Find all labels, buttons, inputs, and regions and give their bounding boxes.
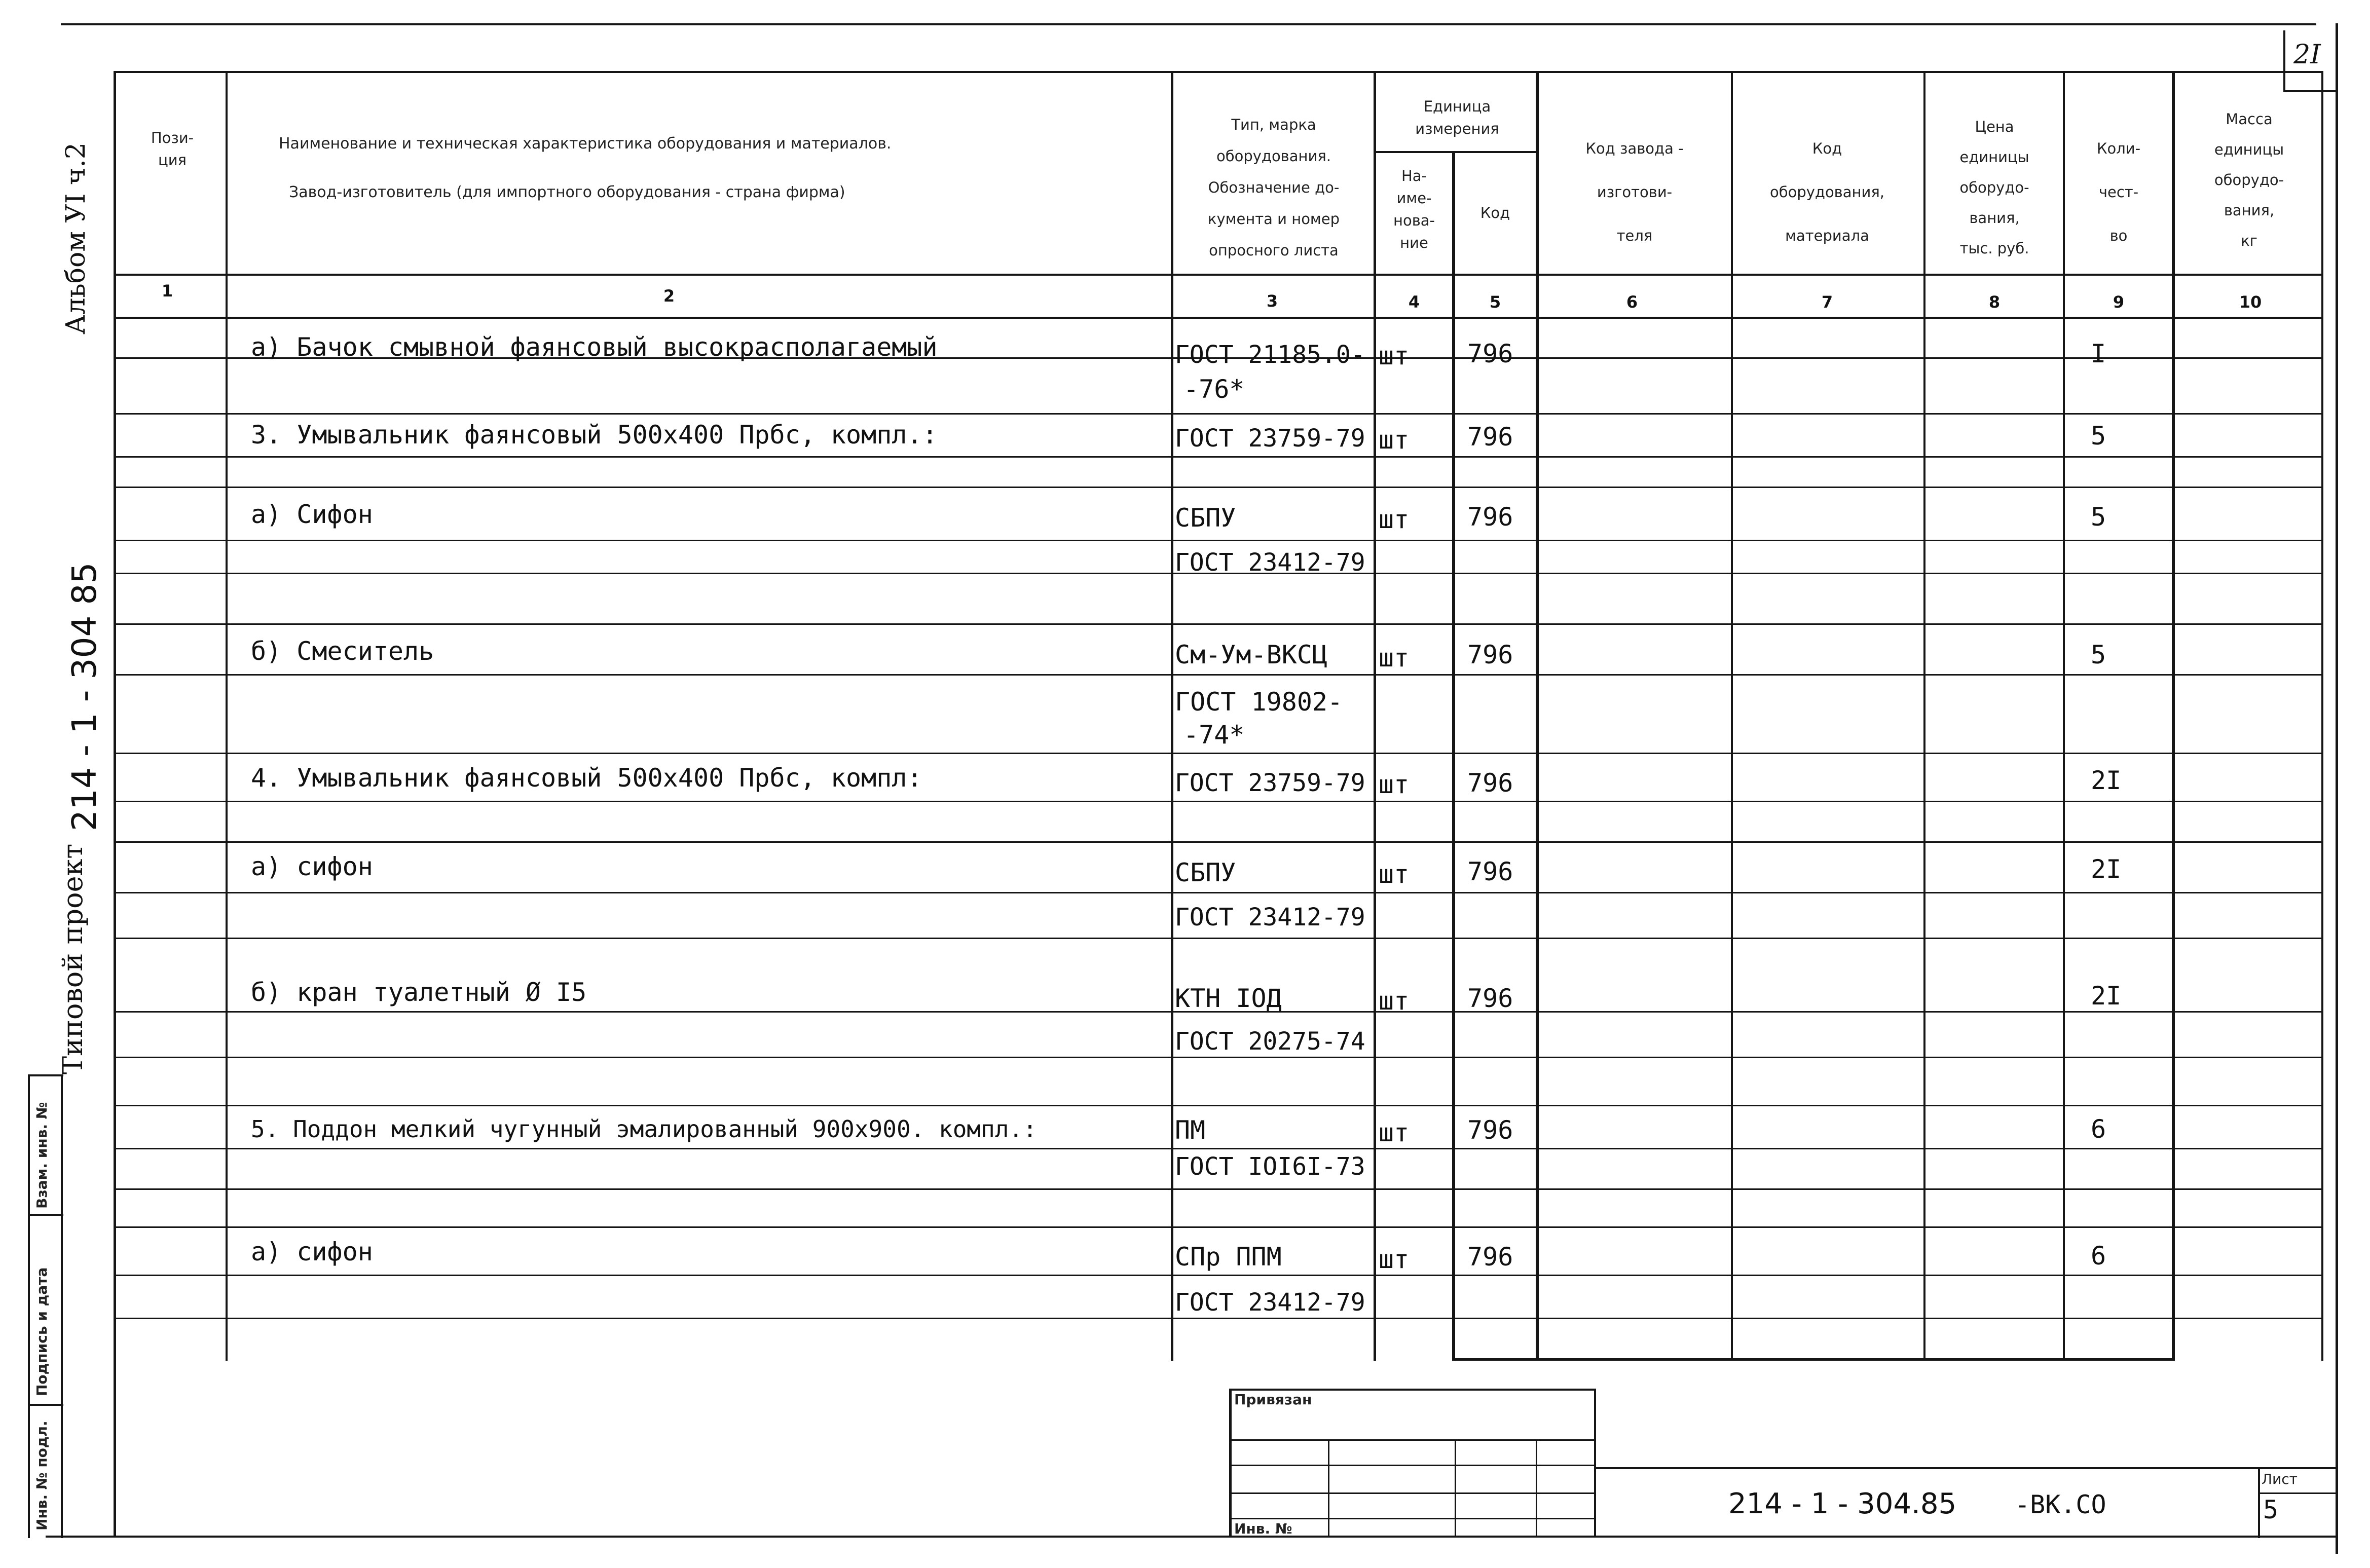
- header-name-line2: Завод-изготовитель (для импортного оборудования - страна фирма): [289, 183, 845, 201]
- header-type: Тип, марка оборудования. Обозначение до- кумента и номер опросного листа: [1207, 116, 1340, 259]
- table-row-11-qty: 2I: [2091, 981, 2122, 1011]
- table-row-12-type: ГОСТ 20275-74: [1175, 1027, 1365, 1056]
- bottom-border: [46, 1536, 2337, 1538]
- table-row-10-type: ГОСТ 23412-79: [1175, 903, 1365, 931]
- table-row-13-code: 796: [1467, 1115, 1513, 1145]
- col-line-10: [2321, 71, 2323, 1361]
- table-row-0-qty: I: [2091, 339, 2106, 368]
- project-label: Типовой проект: [57, 843, 89, 1074]
- header-unit: Единица измерения: [1415, 98, 1499, 137]
- table-row-3-qty: 5: [2091, 502, 2106, 532]
- right-border: [2336, 23, 2338, 1554]
- col-number-6: 6: [1626, 292, 1638, 312]
- sheet-number: 5: [2263, 1495, 2279, 1524]
- privyazan-label: Привязан: [1234, 1391, 1312, 1408]
- table-row-9-unit: шт: [1379, 860, 1410, 889]
- table-row-6-type: ГОСТ 19802-: [1175, 687, 1343, 717]
- table-row-5-code: 796: [1467, 640, 1513, 669]
- table-row-13-unit: шт: [1379, 1118, 1410, 1147]
- col-number-5: 5: [1489, 292, 1501, 312]
- table-row-4-type: ГОСТ 23412-79: [1175, 548, 1365, 577]
- table-row-3-unit: шт: [1379, 505, 1410, 534]
- album-label: Альбом УI ч.2: [61, 142, 91, 334]
- table-row-1-type: -76*: [1183, 375, 1245, 404]
- stamp-original-inv: Инв. № подл.: [33, 1421, 50, 1530]
- table-row-13-qty: 6: [2091, 1114, 2106, 1144]
- page-number: 2I: [2293, 40, 2321, 70]
- col-line-2: [1171, 71, 1173, 1361]
- table-row-0-name: а) Бачок смывной фаянсовый высокрасполагаемый: [251, 332, 938, 362]
- table-row-15-code: 796: [1467, 1242, 1513, 1272]
- table-row-3-code: 796: [1467, 502, 1513, 532]
- col-number-10: 10: [2239, 292, 2262, 312]
- table-row-5-type: См-Ум-ВКСЦ: [1175, 640, 1328, 669]
- header-name-line1: Наименование и техническая характеристика оборудования и материалов.: [279, 135, 892, 153]
- col-number-9: 9: [2113, 292, 2125, 312]
- table-row-8-name: 4. Умывальник фаянсовый 500х400 Прбс, компл:: [251, 763, 922, 793]
- header-unit-name: На- име- нова- ние: [1393, 167, 1435, 251]
- header-position: Пози- ция: [151, 129, 194, 169]
- stamp-signature-date: Подпись и дата: [33, 1267, 50, 1396]
- table-row-2-qty: 5: [2091, 421, 2106, 451]
- table-row-9-type: СБПУ: [1175, 858, 1236, 887]
- col-number-2: 2: [663, 286, 675, 306]
- table-row-13-type: ПМ: [1175, 1115, 1206, 1145]
- table-row-8-code: 796: [1467, 768, 1513, 798]
- sheet-label: Лист: [2262, 1471, 2298, 1487]
- table-row-9-name: а) сифон: [251, 852, 373, 881]
- document-code: 214 - 1 - 304.85: [1728, 1487, 1957, 1520]
- col-number-1: 1: [161, 281, 173, 301]
- table-row-0-type: ГОСТ 21185.0-: [1175, 341, 1365, 369]
- header-equipment-code: Код оборудования, материала: [1769, 140, 1885, 244]
- document-suffix: -ВК.СО: [2015, 1490, 2106, 1519]
- col-number-8: 8: [1988, 292, 2001, 312]
- col-line-9: [2172, 71, 2175, 1361]
- table-row-2-type: ГОСТ 23759-79: [1175, 424, 1365, 453]
- header-qty: Коли- чест- во: [2096, 140, 2141, 244]
- table-row-5-unit: шт: [1379, 643, 1410, 673]
- col-line-3: [1374, 71, 1376, 1361]
- stamp-replace-inv: Взам. инв. №: [33, 1102, 50, 1209]
- col-line-6: [1731, 71, 1733, 1361]
- table-row-16-type: ГОСТ 23412-79: [1175, 1288, 1365, 1317]
- table-row-3-name: а) Сифон: [251, 500, 373, 529]
- table-row-11-type: КТН IОД: [1175, 984, 1282, 1013]
- table-row-3-type: СБПУ: [1175, 503, 1236, 533]
- table-row-8-type: ГОСТ 23759-79: [1175, 769, 1365, 797]
- table-row-0-unit: шт: [1379, 341, 1410, 370]
- inv-number-label: Инв. №: [1234, 1520, 1292, 1537]
- col-number-7: 7: [1821, 292, 1833, 312]
- table-row-2-name: 3. Умывальник фаянсовый 500х400 Прбс, компл.:: [251, 420, 938, 450]
- table-row-11-unit: шт: [1379, 986, 1410, 1016]
- table-row-8-unit: шт: [1379, 770, 1410, 799]
- table-row-13-name: 5. Поддон мелкий чугунный эмалированный 900х900. компл.:: [251, 1115, 1037, 1143]
- table-row-15-qty: 6: [2091, 1241, 2106, 1271]
- col-number-3: 3: [1266, 291, 1278, 311]
- table-row-9-qty: 2I: [2091, 854, 2122, 884]
- table-row-5-qty: 5: [2091, 640, 2106, 669]
- table-row-2-unit: шт: [1379, 425, 1410, 455]
- table-row-14-type: ГОСТ IОI6I-73: [1175, 1152, 1365, 1181]
- table-row-15-type: СПр ППМ: [1175, 1242, 1282, 1272]
- col-line-1: [226, 71, 228, 1361]
- left-border: [114, 71, 116, 1536]
- header-unit-code: Код: [1480, 204, 1510, 221]
- col-line-5: [1536, 71, 1539, 1361]
- table-row-11-code: 796: [1467, 984, 1513, 1013]
- header-mass: Масса единицы оборудо- вания, кг: [2214, 110, 2284, 249]
- table-row-0-code: 796: [1467, 339, 1513, 368]
- table-row-2-code: 796: [1467, 422, 1513, 452]
- table-row-15-name: а) сифон: [251, 1237, 373, 1266]
- table-row-5-name: б) Смеситель: [251, 637, 434, 666]
- header-price: Цена единицы оборудо- вания, тыс. руб.: [1959, 118, 2029, 257]
- table-row-7-type: -74*: [1183, 720, 1245, 750]
- table-row-9-code: 796: [1467, 857, 1513, 886]
- col-line-7: [1923, 71, 1925, 1361]
- top-border: [61, 23, 2316, 25]
- col-number-4: 4: [1408, 292, 1420, 312]
- project-code: 214 - 1 - 304 85: [65, 562, 104, 831]
- table-row-8-qty: 2I: [2091, 766, 2122, 795]
- col-line-8: [2063, 71, 2065, 1361]
- col-line-4: [1452, 152, 1455, 1361]
- table-row-11-name: б) кран туалетный Ø I5: [251, 978, 587, 1007]
- header-factory-code: Код завода - изготови- теля: [1585, 140, 1684, 244]
- table-row-15-unit: шт: [1379, 1245, 1410, 1274]
